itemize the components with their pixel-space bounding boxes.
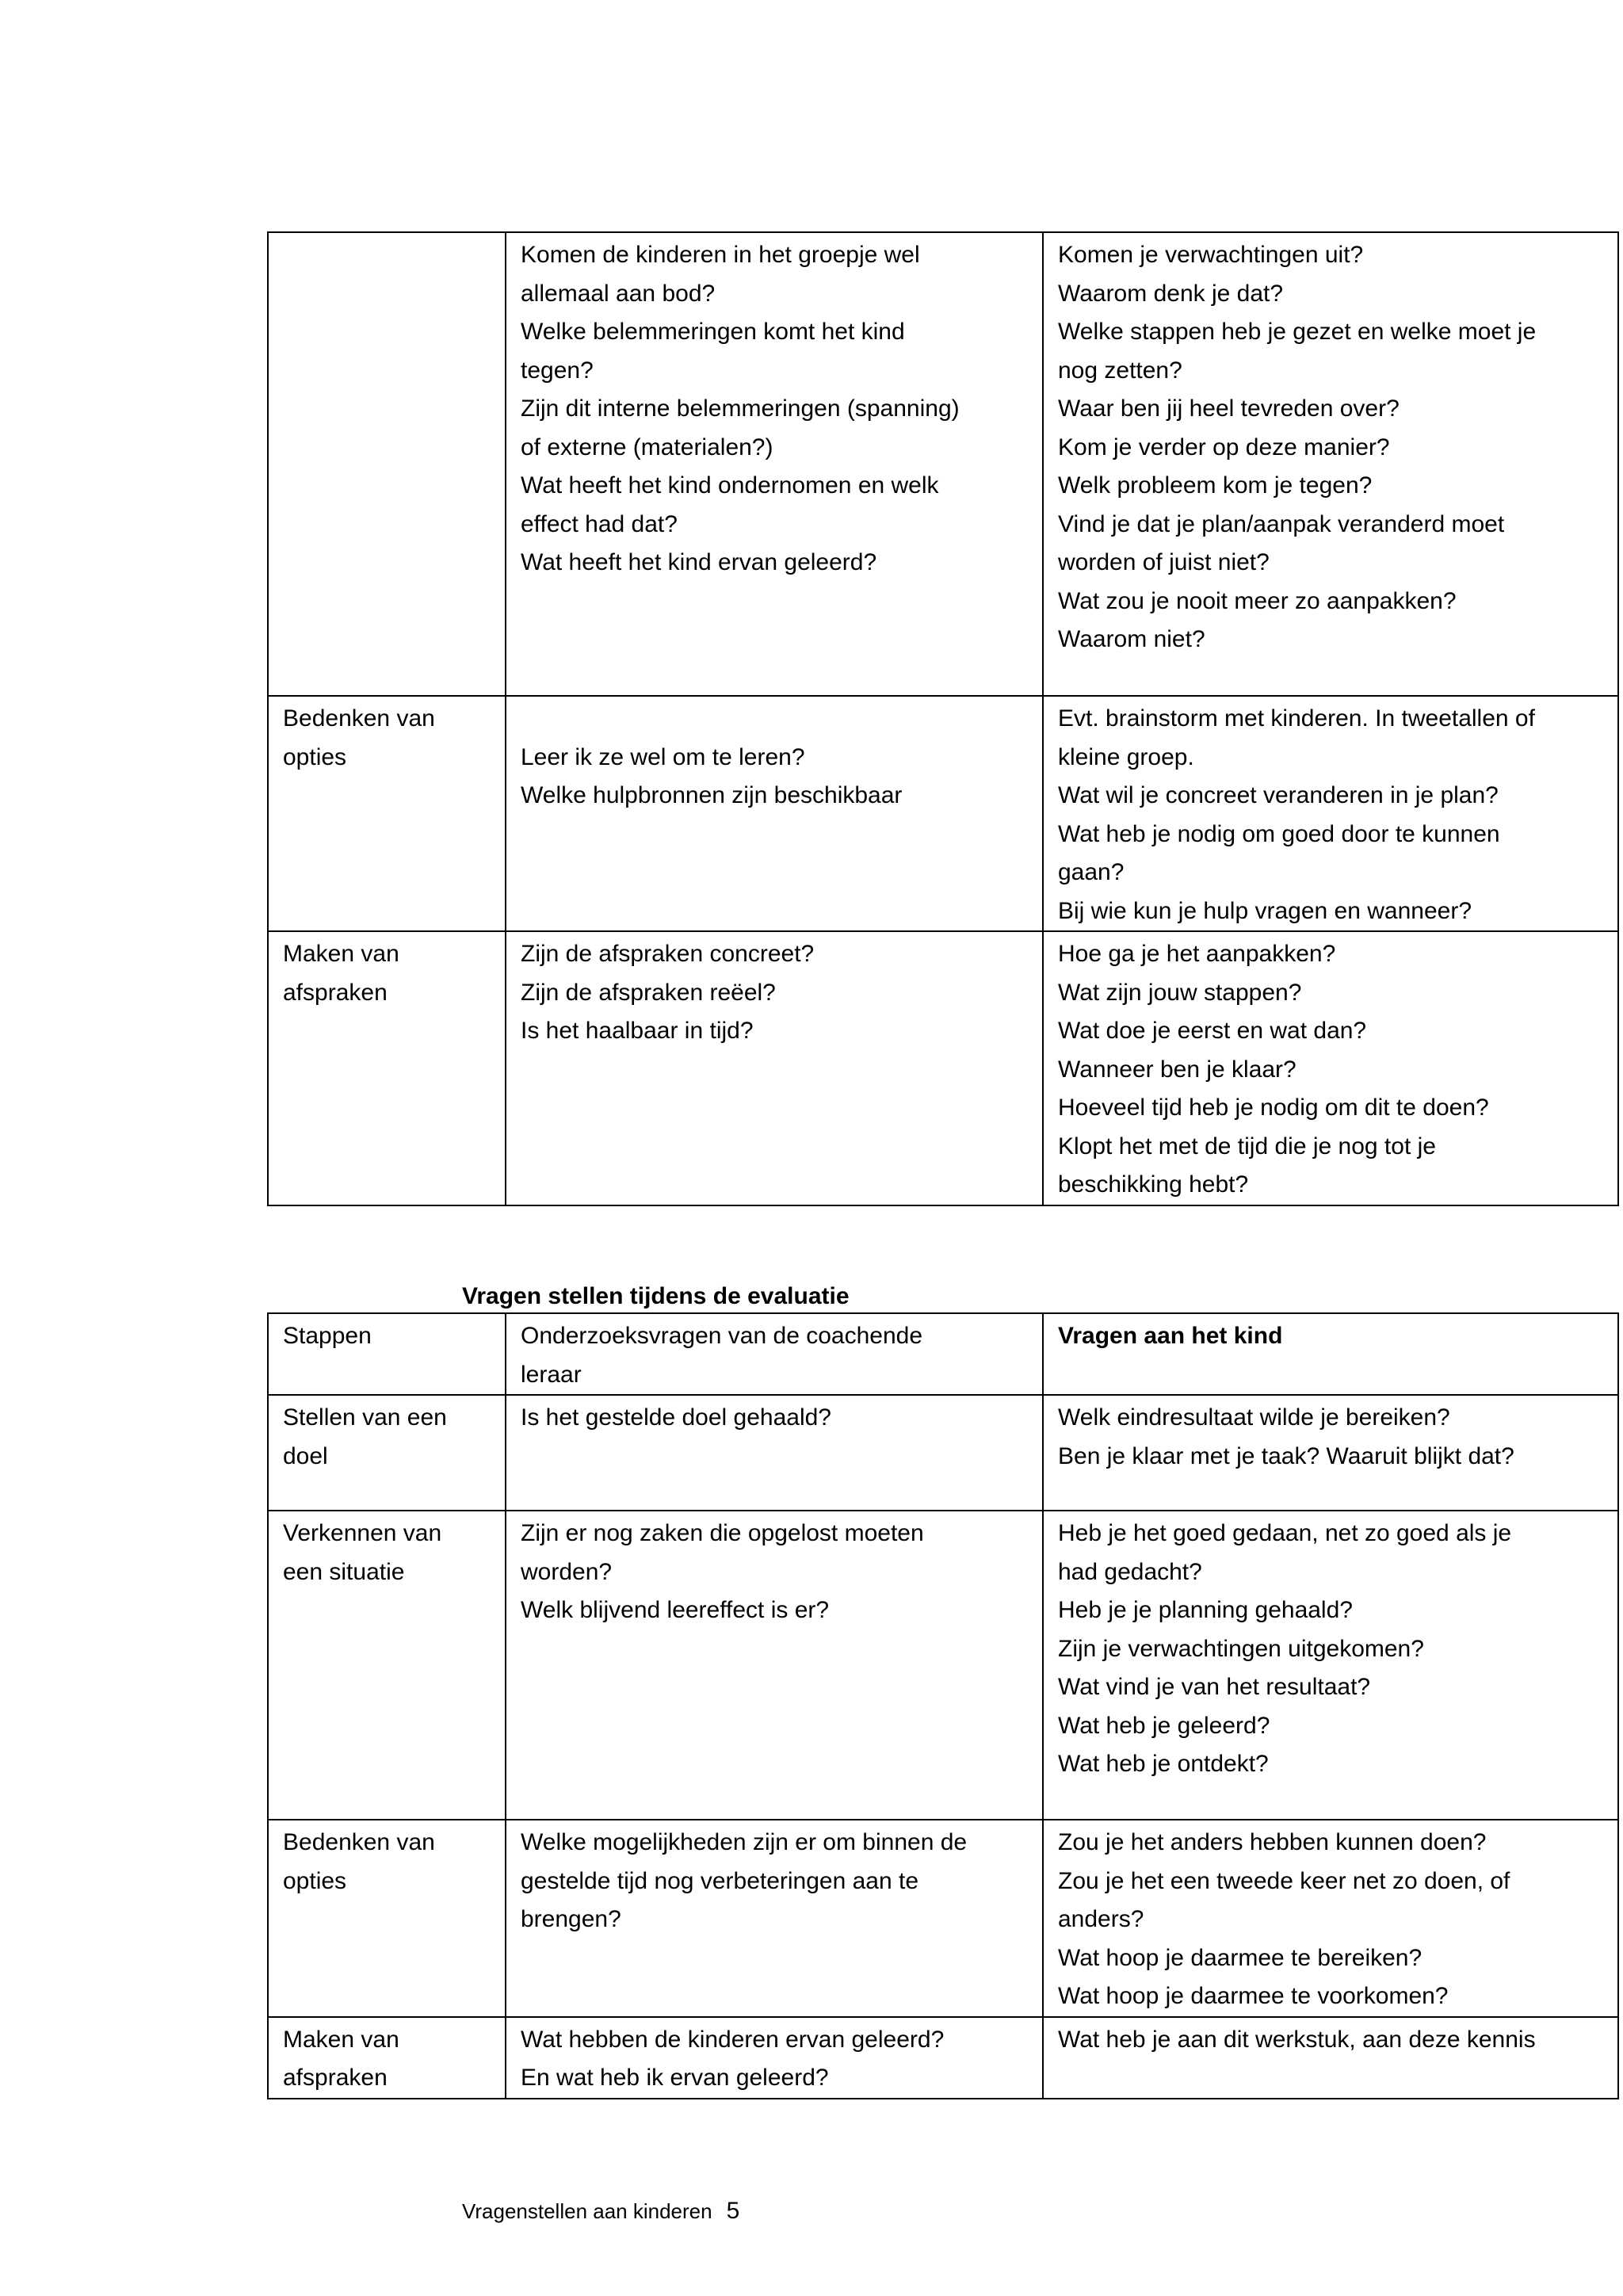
child-questions-cell: Komen je verwachtingen uit? Waarom denk je dat? Welke stappen heb je gezet en welke moet je nog zetten? Waar ben jij heel tevreden over? Kom je verder op deze manier? Welk probleem kom je tegen? Vind je dat je plan/aanpak veranderd moet worden of juist niet? Wat zou je nooit meer zo aanpakken? Waarom niet? xyxy=(1043,232,1618,696)
step-cell: Stellen van een doel xyxy=(268,1395,506,1511)
teacher-questions-cell: Is het gestelde doel gehaald? xyxy=(506,1395,1043,1511)
child-questions-cell: Hoe ga je het aanpakken? Wat zijn jouw stappen? Wat doe je eerst en wat dan? Wanneer ben je klaar? Hoeveel tijd heb je nodig om dit te doen? Klopt het met de tijd die je nog tot je beschikking hebt? xyxy=(1043,931,1618,1205)
table-row xyxy=(268,696,1618,931)
section-title: Vragen stellen tijdens de evaluatie xyxy=(462,1283,850,1309)
table-row xyxy=(268,931,1618,1205)
page-number: 5 xyxy=(726,2198,740,2224)
column-header-teacher: Onderzoeksvragen van de coachende leraar xyxy=(506,1313,1043,1395)
table-row xyxy=(268,1820,1618,2017)
table-row xyxy=(268,2017,1618,2099)
step-cell xyxy=(268,232,506,696)
teacher-questions-cell: Zijn er nog zaken die opgelost moeten worden? Welk blijvend leereffect is er? xyxy=(506,1511,1043,1820)
child-questions-cell: Zou je het anders hebben kunnen doen? Zou je het een tweede keer net zo doen, of anders? Wat hoop je daarmee te bereiken? Wat hoop je daarmee te voorkomen? xyxy=(1043,1820,1618,2017)
table-header-row xyxy=(268,1313,1618,1395)
step-cell: Bedenken van opties xyxy=(268,696,506,931)
child-questions-cell: Wat heb je aan dit werkstuk, aan deze kennis xyxy=(1043,2017,1618,2099)
teacher-questions-cell: Komen de kinderen in het groepje wel allemaal aan bod? Welke belemmeringen komt het kind tegen? Zijn dit interne belemmeringen (spanning) of externe (materialen?) Wat heeft het kind ondernomen en welk effect had dat? Wat heeft het kind ervan geleerd? xyxy=(506,232,1043,696)
step-cell: Bedenken van opties xyxy=(268,1820,506,2017)
step-cell: Maken van afspraken xyxy=(268,2017,506,2099)
child-questions-cell: Evt. brainstorm met kinderen. In tweetallen of kleine groep. Wat wil je concreet veranderen in je plan? Wat heb je nodig om goed door te kunnen gaan? Bij wie kun je hulp vragen en wanneer? xyxy=(1043,696,1618,931)
table-row xyxy=(268,1511,1618,1820)
child-questions-cell: Welk eindresultaat wilde je bereiken? Ben je klaar met je taak? Waaruit blijkt dat? xyxy=(1043,1395,1618,1511)
footer-title: Vragenstellen aan kinderen xyxy=(462,2199,712,2223)
teacher-questions-cell: Welke mogelijkheden zijn er om binnen de gestelde tijd nog verbeteringen aan te brengen? xyxy=(506,1820,1043,2017)
questions-table-continued xyxy=(267,231,1619,1206)
child-questions-cell: Heb je het goed gedaan, net zo goed als je had gedacht? Heb je je planning gehaald? Zijn je verwachtingen uitgekomen? Wat vind je van het resultaat? Wat heb je geleerd? Wat heb je ontdekt? xyxy=(1043,1511,1618,1820)
step-cell: Verkennen van een situatie xyxy=(268,1511,506,1820)
table-row xyxy=(268,1395,1618,1511)
column-header-step: Stappen xyxy=(268,1313,506,1395)
evaluation-questions-table xyxy=(267,1312,1619,2099)
page-footer xyxy=(462,2195,739,2227)
column-header-child: Vragen aan het kind xyxy=(1043,1313,1618,1395)
teacher-questions-cell: Wat hebben de kinderen ervan geleerd? En wat heb ik ervan geleerd? xyxy=(506,2017,1043,2099)
teacher-questions-cell: Zijn de afspraken concreet? Zijn de afspraken reëel? Is het haalbaar in tijd? xyxy=(506,931,1043,1205)
teacher-questions-cell: Leer ik ze wel om te leren? Welke hulpbronnen zijn beschikbaar xyxy=(506,696,1043,931)
step-cell: Maken van afspraken xyxy=(268,931,506,1205)
table-row xyxy=(268,232,1618,696)
